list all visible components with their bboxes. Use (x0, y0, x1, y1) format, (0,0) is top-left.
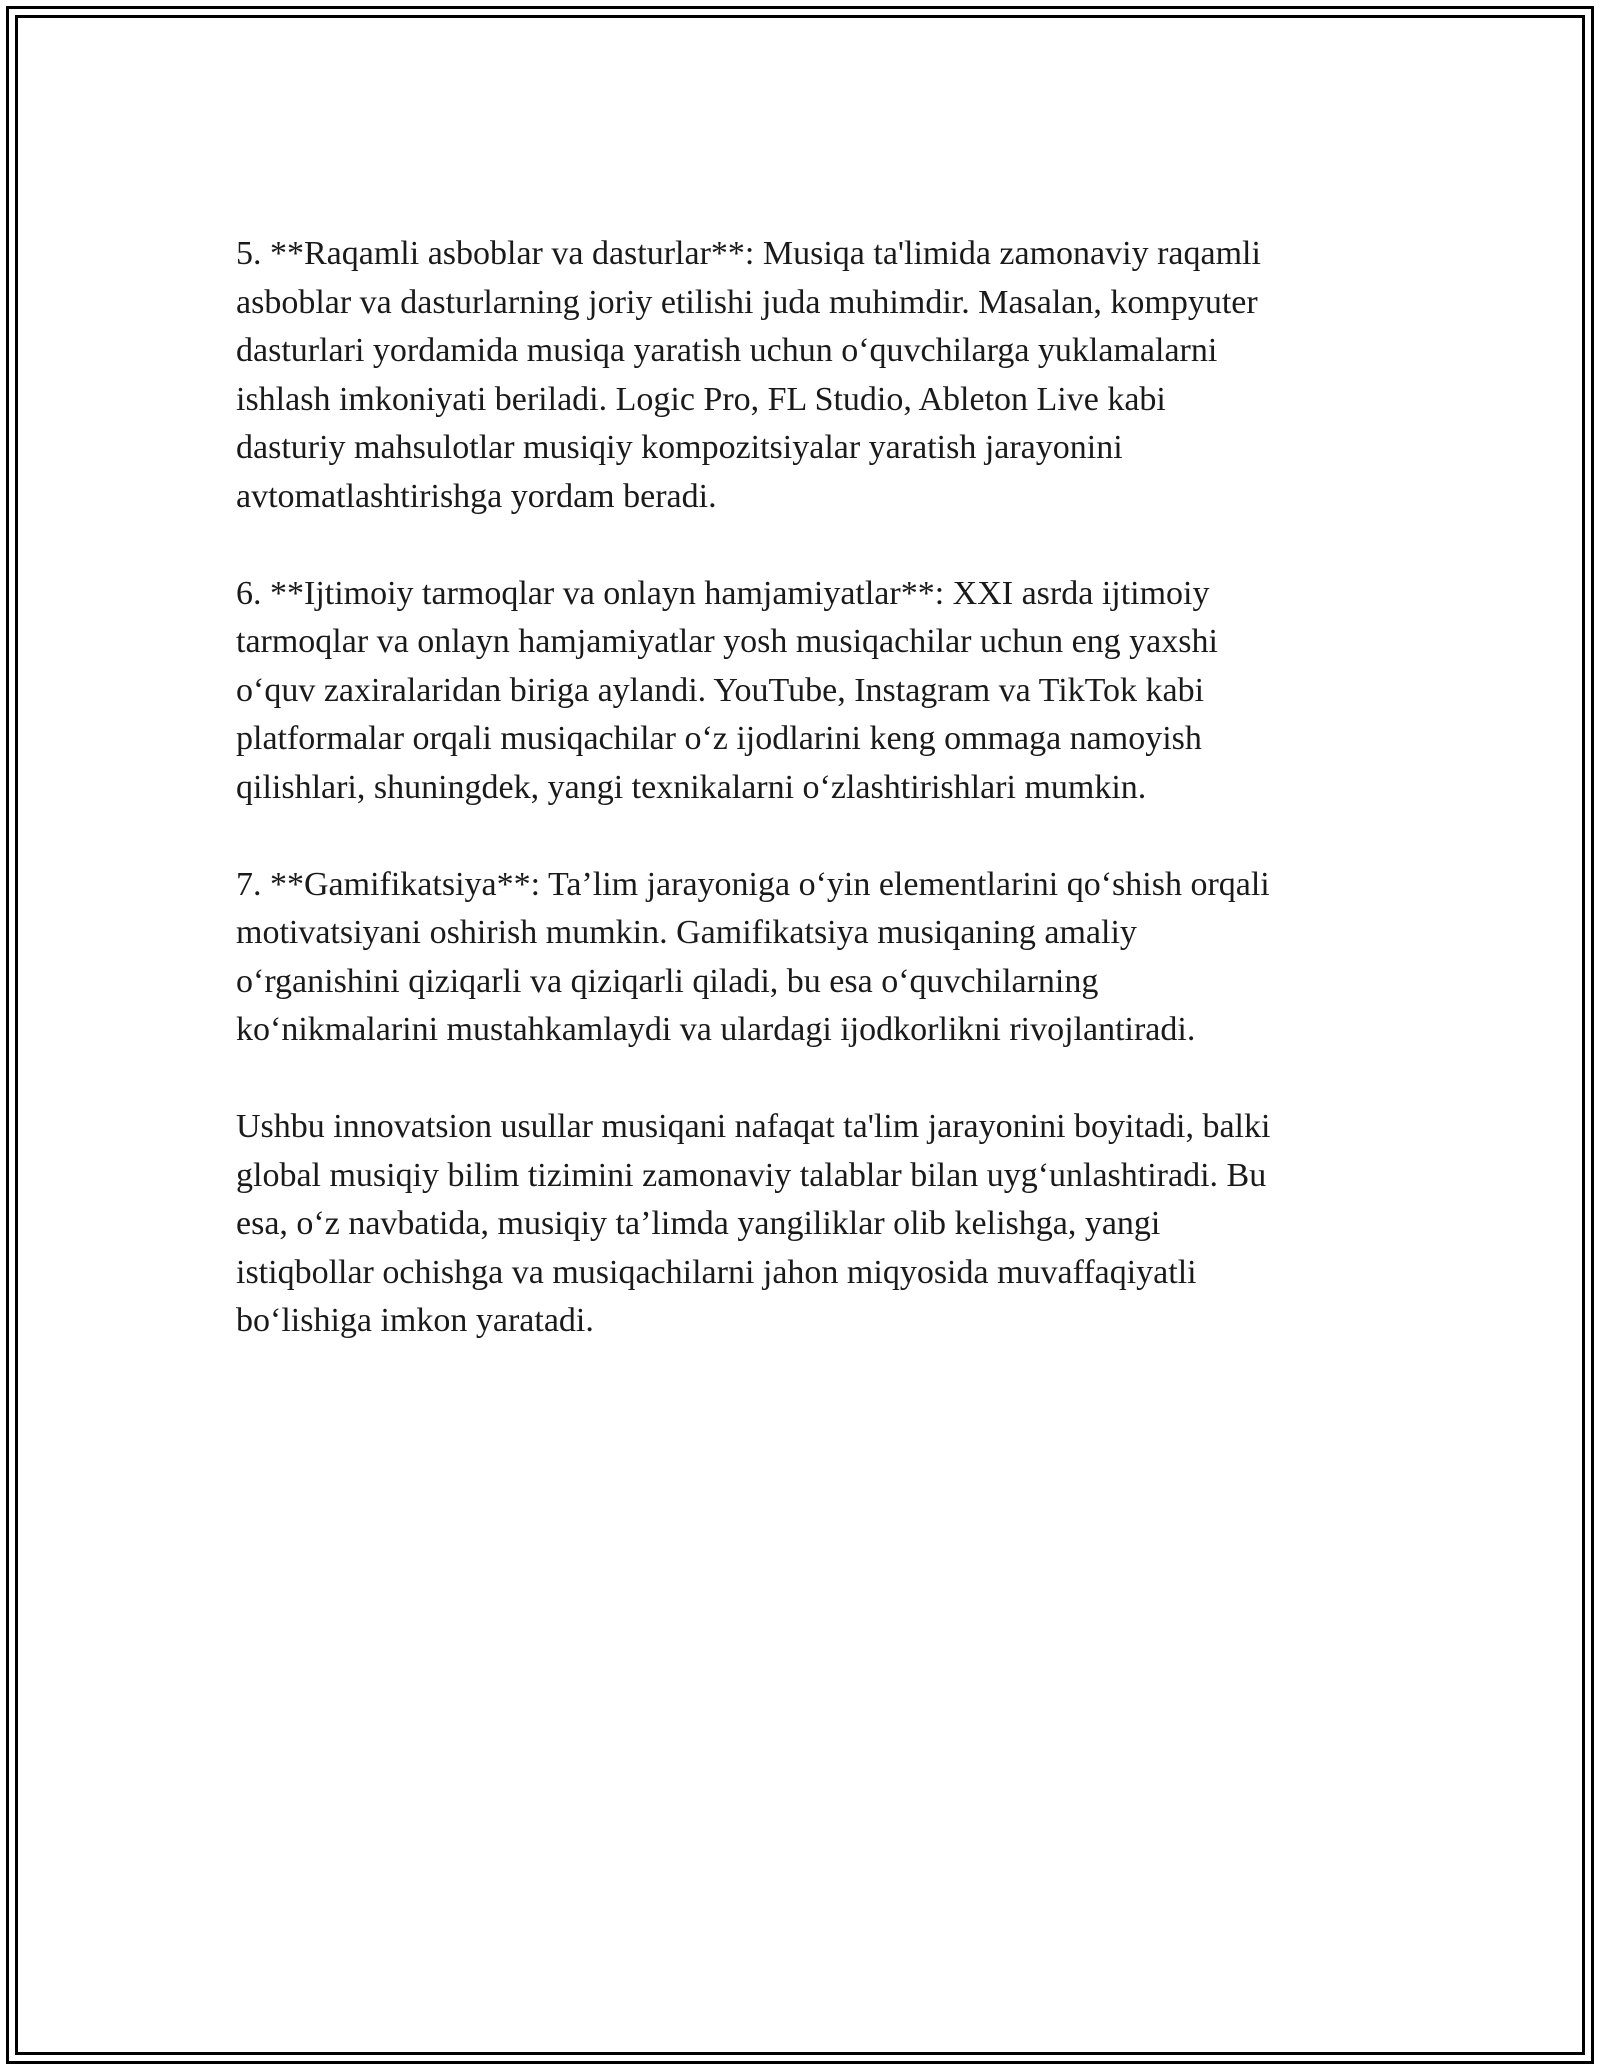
paragraph-conclusion: Ushbu innovatsion usullar musiqani nafaqat ta'lim jarayonini boyitadi, balki global musiqiy bilim tizimini zamonaviy talablar bilan uyg‘unlashtiradi. Bu esa, o‘z navbatida, musiqiy ta’limda yangiliklar olib kelishga, yangi istiqbollar ochishga va musiqachilarni jahon miqyosida muvaffaqiyatli bo‘lishiga imkon yaratadi. (236, 1108, 1271, 1339)
paragraph-gamification: 7. **Gamifikatsiya**: Ta’lim jarayoniga o‘yin elementlarini qo‘shish orqali motivatsiyani oshirish mumkin. Gamifikatsiya musiqaning amaliy o‘rganishini qiziqarli va qiziqarli qiladi, bu esa o‘quvchilarning ko‘nikmalarini mustahkamlaydi va ulardagi ijodkorlikni rivojlantiradi. (236, 865, 1270, 1048)
paragraph-digital-tools: 5. **Raqamli asboblar va dasturlar**: Musiqa ta'limida zamonaviy raqamli asboblar va dasturlarning joriy etilishi juda muhimdir. Masalan, kompyuter dasturlari yordamida musiqa yaratish uchun o‘quvchilarga yuklamalarni ishlash imkoniyati beriladi. Logic Pro, FL Studio, Ableton Live kabi dasturiy mahsulotlar musiqiy kompozitsiyalar yaratish jarayonini avtomatlashtirishga yordam beradi. (236, 235, 1261, 515)
paragraph-social-networks: 6. **Ijtimoiy tarmoqlar va onlayn hamjamiyatlar**: XXI asrda ijtimoiy tarmoqlar va onlayn hamjamiyatlar yosh musiqachilar uchun eng yaxshi o‘quv zaxiralaridan biriga aylandi. YouTube, Instagram va TikTok kabi platformalar orqali musiqachilar o‘z ijodlarini keng ommaga namoyish qilishlari, shuningdek, yangi texnikalarni o‘zlashtirishlari mumkin. (236, 574, 1218, 806)
document-body (236, 230, 1366, 1394)
